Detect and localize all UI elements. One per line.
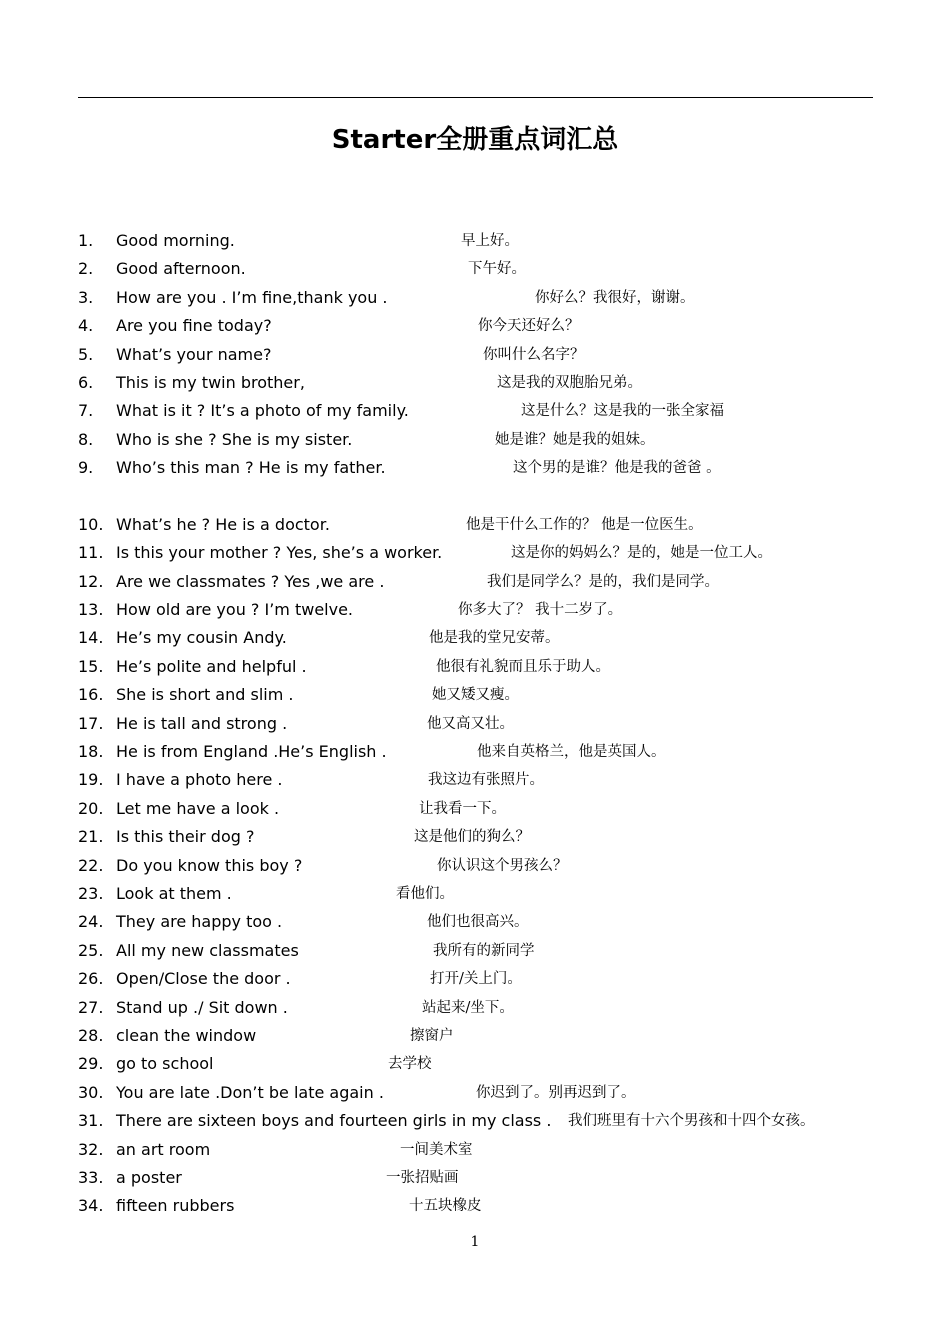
item-english: All my new classmates — [116, 941, 299, 960]
item-number: 33. — [78, 1168, 104, 1187]
item-chinese: 你认识这个男孩么？ — [437, 858, 568, 874]
item-chinese: 十五块橡皮 — [409, 1198, 482, 1214]
item-chinese: 他是我的堂兄安蒂。 — [429, 630, 560, 646]
item-chinese: 这是什么？这是我的一张全家福 — [521, 403, 724, 419]
item-chinese: 你迟到了。别再迟到了。 — [476, 1085, 636, 1101]
item-english: He’s polite and helpful . — [116, 657, 307, 676]
item-english: They are happy too . — [116, 912, 283, 931]
item-chinese: 我们是同学么？是的，我们是同学。 — [487, 574, 719, 590]
item-english: Is this their dog ? — [116, 827, 255, 846]
item-chinese: 早上好。 — [461, 233, 519, 249]
item-english: She is short and slim . — [116, 685, 294, 704]
item-chinese: 擦窗户 — [410, 1028, 454, 1044]
item-chinese: 看他们。 — [396, 886, 454, 902]
item-chinese: 我们班里有十六个男孩和十四个女孩。 — [568, 1113, 815, 1129]
item-chinese: 你今天还好么？ — [478, 318, 580, 334]
item-chinese: 下午好。 — [468, 261, 526, 277]
list-item — [0, 568, 950, 596]
title-english: Starter — [331, 125, 437, 155]
item-number: 11. — [78, 543, 104, 562]
item-chinese: 你多大了？ 我十二岁了。 — [458, 602, 623, 618]
item-chinese: 这是你的妈妈么？是的，她是一位工人。 — [511, 545, 772, 561]
list-item — [0, 539, 950, 567]
item-english: What’s your name? — [116, 345, 272, 364]
item-english: clean the window — [116, 1026, 257, 1045]
page-number: 1 — [470, 1234, 480, 1250]
item-english: He is tall and strong . — [116, 714, 288, 733]
list-item — [0, 653, 950, 681]
item-chinese: 这是他们的狗么？ — [414, 829, 530, 845]
item-chinese: 我所有的新同学 — [433, 943, 535, 959]
list-item — [0, 994, 950, 1022]
item-number: 3. — [78, 288, 94, 307]
item-english: What is it ? It’s a photo of my family. — [116, 401, 409, 420]
item-number: 19. — [78, 770, 104, 789]
list-item — [0, 1192, 950, 1220]
item-english: Do you know this boy ? — [116, 856, 303, 875]
item-number: 14. — [78, 628, 104, 647]
item-chinese: 打开/关上门。 — [430, 971, 522, 987]
list-item — [0, 255, 950, 283]
item-english: You are late .Don’t be late again . — [116, 1083, 384, 1102]
list-item — [0, 312, 950, 340]
item-english: What’s he ? He is a doctor. — [116, 515, 330, 534]
item-number: 34. — [78, 1196, 104, 1215]
list-item — [0, 738, 950, 766]
item-number: 26. — [78, 969, 104, 988]
item-english: Who’s this man ? He is my father. — [116, 458, 386, 477]
item-english: I have a photo here . — [116, 770, 283, 789]
list-item — [0, 1107, 950, 1135]
item-english: Stand up ./ Sit down . — [116, 998, 288, 1017]
item-number: 21. — [78, 827, 104, 846]
item-english: Who is she ? She is my sister. — [116, 430, 353, 449]
list-item — [0, 284, 950, 312]
item-english: Good afternoon. — [116, 259, 246, 278]
list-item — [0, 681, 950, 709]
item-chinese: 他是干什么工作的？ 他是一位医生。 — [466, 517, 703, 533]
item-number: 30. — [78, 1083, 104, 1102]
list-item — [0, 710, 950, 738]
item-number: 32. — [78, 1140, 104, 1159]
item-chinese: 他们也很高兴。 — [427, 914, 529, 930]
list-item — [0, 1136, 950, 1164]
item-english: go to school — [116, 1054, 214, 1073]
list-item — [0, 965, 950, 993]
item-chinese: 他来自英格兰，他是英国人。 — [477, 744, 666, 760]
item-number: 18. — [78, 742, 104, 761]
item-number: 15. — [78, 657, 104, 676]
list-item — [0, 795, 950, 823]
item-number: 22. — [78, 856, 104, 875]
item-english: Let me have a look . — [116, 799, 280, 818]
item-chinese: 他很有礼貌而且乐于助人。 — [436, 659, 610, 675]
list-item — [0, 880, 950, 908]
item-number: 13. — [78, 600, 104, 619]
item-english: Are you fine today? — [116, 316, 272, 335]
item-number: 24. — [78, 912, 104, 931]
item-number: 6. — [78, 373, 94, 392]
list-item — [0, 511, 950, 539]
item-chinese: 站起来/坐下。 — [422, 1000, 514, 1016]
list-item — [0, 596, 950, 624]
item-number: 4. — [78, 316, 94, 335]
item-number: 29. — [78, 1054, 104, 1073]
item-english: an art room — [116, 1140, 211, 1159]
item-chinese: 去学校 — [388, 1056, 432, 1072]
list-item — [0, 1022, 950, 1050]
header-rule — [78, 97, 873, 98]
item-number: 8. — [78, 430, 94, 449]
item-number: 25. — [78, 941, 104, 960]
item-number: 12. — [78, 572, 104, 591]
item-number: 28. — [78, 1026, 104, 1045]
list-item — [0, 341, 950, 369]
item-chinese: 这个男的是谁？他是我的爸爸 。 — [513, 460, 721, 476]
item-chinese: 我这边有张照片。 — [428, 772, 544, 788]
list-item — [0, 766, 950, 794]
item-english: Is this your mother ? Yes, she’s a worker. — [116, 543, 443, 562]
item-number: 31. — [78, 1111, 104, 1130]
item-chinese: 让我看一下。 — [419, 801, 506, 817]
list-item — [0, 1079, 950, 1107]
list-item — [0, 227, 950, 255]
item-chinese: 你好么？我很好，谢谢。 — [535, 290, 695, 306]
list-item — [0, 1050, 950, 1078]
item-english: Open/Close the door . — [116, 969, 291, 988]
item-english: Good morning. — [116, 231, 235, 250]
item-number: 20. — [78, 799, 104, 818]
item-number: 23. — [78, 884, 104, 903]
list-item — [0, 937, 950, 965]
item-english: He’s my cousin Andy. — [116, 628, 287, 647]
list-item — [0, 397, 950, 425]
item-english: Look at them . — [116, 884, 232, 903]
item-number: 27. — [78, 998, 104, 1017]
list-item — [0, 624, 950, 652]
list-item — [0, 369, 950, 397]
item-chinese: 他又高又壮。 — [427, 716, 514, 732]
list-item — [0, 454, 950, 482]
item-chinese: 你叫什么名字？ — [483, 347, 585, 363]
item-number: 1. — [78, 231, 94, 250]
list-item — [0, 1164, 950, 1192]
list-item — [0, 823, 950, 851]
item-chinese: 她又矮又瘦。 — [432, 687, 519, 703]
item-english: How old are you ? I’m twelve. — [116, 600, 354, 619]
item-number: 2. — [78, 259, 94, 278]
item-english: This is my twin brother, — [116, 373, 305, 392]
item-chinese: 这是我的双胞胎兄弟。 — [497, 375, 642, 391]
item-number: 9. — [78, 458, 94, 477]
item-english: a poster — [116, 1168, 182, 1187]
list-item — [0, 908, 950, 936]
item-english: fifteen rubbers — [116, 1196, 235, 1215]
item-english: There are sixteen boys and fourteen girls in my class . — [116, 1111, 552, 1130]
title-chinese: 全册重点词汇总 — [436, 125, 619, 155]
item-english: How are you . I’m fine,thank you . — [116, 288, 388, 307]
item-number: 7. — [78, 401, 94, 420]
page-title — [0, 122, 950, 158]
item-chinese: 一张招贴画 — [386, 1170, 459, 1186]
item-number: 5. — [78, 345, 94, 364]
item-english: Are we classmates ? Yes ,we are . — [116, 572, 385, 591]
item-chinese: 她是谁？她是我的姐妹。 — [495, 432, 655, 448]
list-item — [0, 426, 950, 454]
item-english: He is from England .He’s English . — [116, 742, 387, 761]
item-number: 17. — [78, 714, 104, 733]
item-chinese: 一间美术室 — [400, 1142, 473, 1158]
item-number: 16. — [78, 685, 104, 704]
item-number: 10. — [78, 515, 104, 534]
list-item — [0, 852, 950, 880]
